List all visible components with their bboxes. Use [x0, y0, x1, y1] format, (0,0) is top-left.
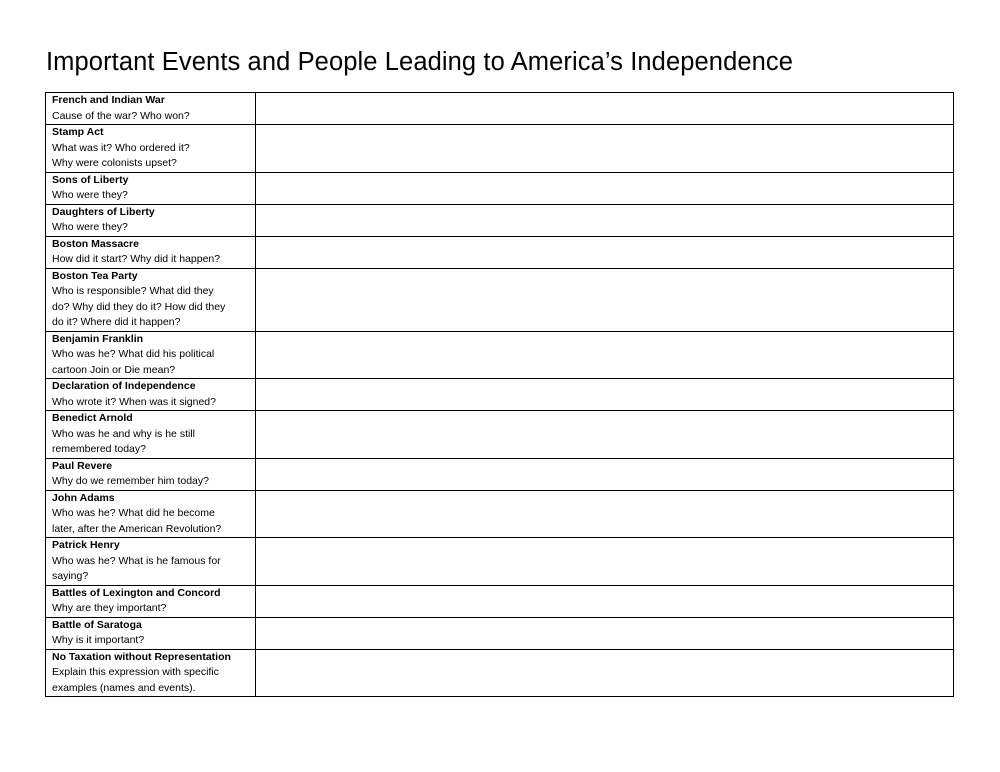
table-row [46, 125, 954, 173]
topic-label: Stamp Act [52, 126, 104, 138]
topic-label: Daughters of Liberty [52, 205, 155, 218]
answer-cell[interactable] [256, 458, 954, 490]
table-row [46, 93, 954, 125]
table-row [46, 411, 954, 459]
prompt-cell [46, 411, 256, 459]
topic-label: John Adams [52, 491, 115, 504]
question-text: Explain this expression with specific examples (names and events). [52, 666, 219, 694]
table-row [46, 538, 954, 586]
worksheet-table [45, 92, 954, 697]
topic-label: Benedict Arnold [52, 412, 133, 424]
topic-label: Patrick Henry [52, 539, 120, 551]
answer-cell[interactable] [256, 585, 954, 617]
topic-label: Sons of Liberty [52, 173, 129, 186]
question-text: Why is it important? [52, 634, 145, 646]
table-row [46, 585, 954, 617]
answer-cell[interactable] [256, 236, 954, 268]
prompt-cell [46, 204, 256, 236]
table-row [46, 649, 954, 697]
topic-label: Battle of Saratoga [52, 618, 142, 631]
answer-cell[interactable] [256, 490, 954, 538]
answer-cell[interactable] [256, 204, 954, 236]
prompt-cell [46, 331, 256, 379]
answer-cell[interactable] [256, 331, 954, 379]
topic-label: French and Indian War [52, 94, 165, 106]
topic-label: Battles of Lexington and Concord [52, 586, 221, 599]
prompt-cell [46, 236, 256, 268]
prompt-cell [46, 617, 256, 649]
table-row [46, 236, 954, 268]
question-text: What was it? Who ordered it? Why were colonists upset? [52, 141, 190, 169]
prompt-cell [46, 379, 256, 411]
prompt-cell [46, 538, 256, 586]
answer-cell[interactable] [256, 172, 954, 204]
answer-cell[interactable] [256, 93, 954, 125]
question-text: Who was he? What did his political cartoon Join or Die mean? [52, 348, 215, 376]
table-row [46, 204, 954, 236]
table-row [46, 490, 954, 538]
prompt-cell [46, 649, 256, 697]
table-row [46, 172, 954, 204]
prompt-cell [46, 125, 256, 173]
topic-label: Boston Massacre [52, 237, 139, 250]
topic-label: Boston Tea Party [52, 269, 138, 282]
question-text: Cause of the war? Who won? [52, 109, 190, 122]
prompt-cell [46, 458, 256, 490]
prompt-cell [46, 172, 256, 204]
question-text: Why are they important? [52, 602, 167, 614]
question-text: Who were they? [52, 189, 128, 201]
table-row [46, 458, 954, 490]
question-text: How did it start? Why did it happen? [52, 253, 221, 265]
answer-cell[interactable] [256, 411, 954, 459]
table-row [46, 268, 954, 331]
table-row [46, 331, 954, 379]
prompt-cell [46, 93, 256, 125]
topic-label: No Taxation without Representation [52, 650, 231, 663]
question-text: Who was he? What is he famous for saying? [52, 554, 221, 582]
table-row [46, 379, 954, 411]
answer-cell[interactable] [256, 268, 954, 331]
question-text: Who was he? What did he become later, after the American Revolution? [52, 507, 222, 535]
question-text: Why do we remember him today? [52, 475, 209, 487]
question-text: Who was he and why is he still remembered today? [52, 427, 195, 455]
answer-cell[interactable] [256, 379, 954, 411]
page-title: Important Events and People Leading to America’s Independence [46, 48, 794, 76]
topic-label: Declaration of Independence [52, 380, 196, 392]
answer-cell[interactable] [256, 649, 954, 697]
prompt-cell [46, 268, 256, 331]
question-text: Who were they? [52, 221, 128, 233]
topic-label: Paul Revere [52, 459, 113, 472]
answer-cell[interactable] [256, 125, 954, 173]
topic-label: Benjamin Franklin [52, 332, 144, 345]
table-row [46, 617, 954, 649]
question-text: Who wrote it? When was it signed? [52, 395, 216, 408]
answer-cell[interactable] [256, 538, 954, 586]
prompt-cell [46, 490, 256, 538]
question-text: Who is responsible? What did they do? Why did they do it? How did they do it? Where did it happen? [52, 285, 226, 328]
answer-cell[interactable] [256, 617, 954, 649]
prompt-cell [46, 585, 256, 617]
